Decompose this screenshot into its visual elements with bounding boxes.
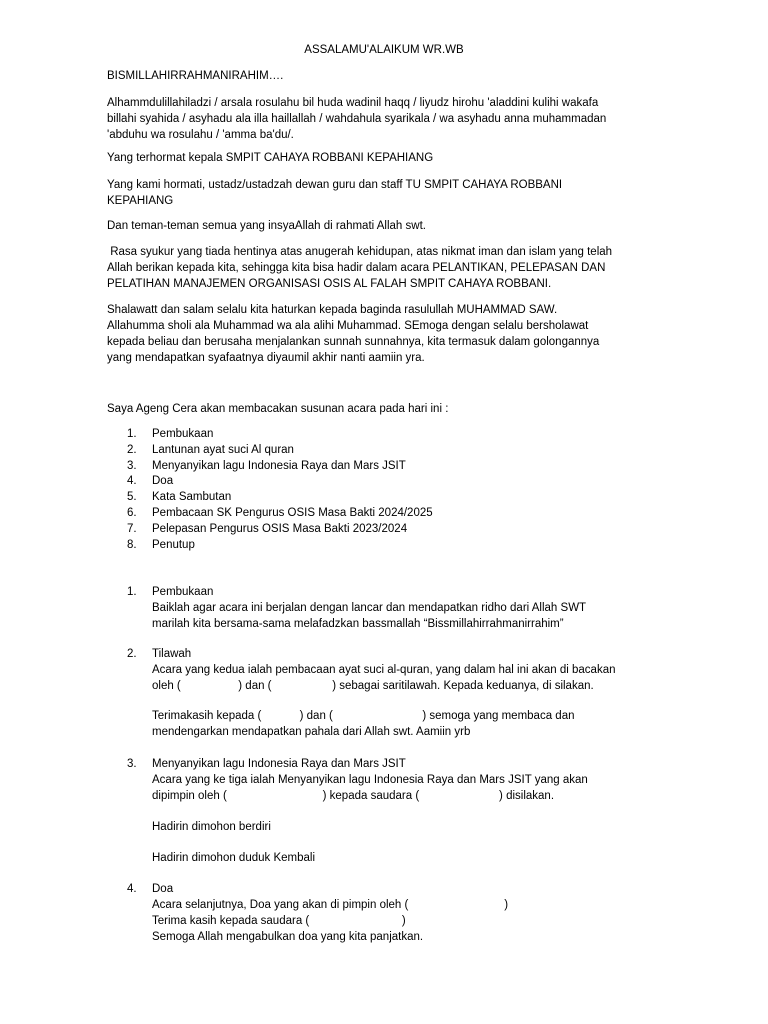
list-item <box>107 442 672 458</box>
paragraph-line: PELATIHAN MANAJEMEN ORGANISASI OSIS AL FALAH SMPIT CAHAYA ROBBANI. <box>107 278 552 290</box>
section-body <box>107 772 672 866</box>
list-number: 6. <box>127 506 137 519</box>
list-number: 7. <box>127 522 137 535</box>
section-line: Hadirin dimohon berdiri <box>152 821 271 833</box>
paragraph-line: Allah berikan kepada kita, sehingga kita bisa hadir dalam acara PELANTIKAN, PELEPASAN DAN <box>107 262 606 274</box>
list-text: Kata Sambutan <box>152 491 232 504</box>
list-text: Penutup <box>152 538 195 551</box>
section-number: 4. <box>127 883 137 895</box>
list-text: Pelepasan Pengurus OSIS Masa Bakti 2023/2024 <box>152 522 408 535</box>
paragraph-line: KEPAHIANG <box>107 195 174 207</box>
list-item <box>107 521 672 537</box>
blank-line <box>152 804 672 819</box>
paragraph-line: kepada beliau dan berusaha menjalankan sunnah sunnahnya, kita termasuk dalam golongannya <box>107 336 600 348</box>
list-text: Lantunan ayat suci Al quran <box>152 443 294 456</box>
list-text: Menyanyikan lagu Indonesia Raya dan Mars JSIT <box>152 459 406 472</box>
paragraph-line: Allahumma sholi ala Muhammad wa ala alihi Muhammad. SEmoga dengan selalu bersholawat <box>107 320 589 332</box>
paragraph-line: 'abduhu wa rosulahu / 'amma ba'du/. <box>107 129 294 141</box>
list-number: 8. <box>127 538 137 551</box>
document-title: ASSALAMU'ALAIKUM WR.WB <box>304 44 464 56</box>
section-line: Acara yang ke tiga ialah Menyanyikan lagu Indonesia Raya dan Mars JSIT yang akan <box>152 774 588 786</box>
agenda-list <box>107 426 672 552</box>
paragraph-line: yang mendapatkan syafaatnya diyaumil akhir nanti aamiin yra. <box>107 352 425 364</box>
section-line: marilah kita bersama-sama melafadzkan bassmallah “Bissmillahirrahmanirrahim” <box>152 618 564 630</box>
basmalah: BISMILLAHIRRAHMANIRAHIM…. <box>107 70 284 82</box>
paragraph-line: billahi syahida / asyhadu ala illa haillallah / wahdahula syarikala / wa asyhadu anna muhammadan <box>107 113 607 125</box>
section-heading <box>107 756 672 772</box>
section-body <box>107 600 672 632</box>
section-line: Baiklah agar acara ini berjalan dengan lancar dan mendapatkan ridho dari Allah SWT <box>152 602 587 614</box>
list-item <box>107 489 672 505</box>
section-pembukaan <box>107 584 672 632</box>
section-title: Menyanyikan lagu Indonesia Raya dan Mars JSIT <box>152 758 406 770</box>
list-item <box>107 505 672 521</box>
greeting-friends: Dan teman-teman semua yang insyaAllah di rahmati Allah swt. <box>107 220 426 232</box>
section-number: 2. <box>127 648 137 660</box>
section-line: mendengarkan mendapatkan pahala dari Allah swt. Aamiin yrb <box>152 726 471 738</box>
section-lagu <box>107 756 672 866</box>
paragraph-line: Yang kami hormati, ustadz/ustadzah dewan guru dan staff TU SMPIT CAHAYA ROBBANI <box>107 179 563 191</box>
list-number: 1. <box>127 428 137 440</box>
section-line: Terima kasih kepada saudara ( ) <box>152 915 406 927</box>
paragraph-line: Alhammdulillahiladzi / arsala rosulahu bil huda wadinil haqq / liyudz hirohu 'aladdini kulihi wakafa <box>107 97 599 109</box>
list-item <box>107 473 672 489</box>
section-title: Tilawah <box>152 648 192 660</box>
blank-line <box>152 835 672 850</box>
list-item <box>107 458 672 474</box>
list-number: 2. <box>127 443 137 456</box>
section-doa <box>107 881 672 945</box>
list-number: 3. <box>127 459 137 472</box>
paragraph-line: Shalawatt dan salam selalu kita haturkan kepada baginda rasulullah MUHAMMAD SAW. <box>107 304 558 316</box>
list-number: 5. <box>127 491 137 504</box>
section-body <box>107 897 672 945</box>
shalawat-paragraph <box>107 302 672 366</box>
section-heading <box>107 881 672 897</box>
greeting-teachers <box>107 177 672 209</box>
paragraph-line: Rasa syukur yang tiada hentinya atas anugerah kehidupan, atas nikmat iman dan islam yang telah <box>107 246 613 258</box>
section-body <box>107 662 672 740</box>
section-line: Hadirin dimohon duduk Kembali <box>152 852 316 864</box>
section-line: oleh ( ) dan ( ) sebagai saritilawah. Kepada keduanya, di silakan. <box>152 680 594 692</box>
section-line: Acara selanjutnya, Doa yang akan di pimpin oleh ( ) <box>152 899 509 911</box>
section-line: Semoga Allah mengabulkan doa yang kita panjatkan. <box>152 931 424 943</box>
section-number: 3. <box>127 758 137 770</box>
section-tilawah <box>107 646 672 740</box>
section-number: 1. <box>127 586 137 598</box>
list-text: Pembukaan <box>152 428 214 440</box>
blank-line <box>152 694 672 708</box>
section-title: Pembukaan <box>152 586 214 598</box>
opening-paragraph <box>107 95 672 143</box>
list-text: Pembacaan SK Pengurus OSIS Masa Bakti 2024/2025 <box>152 506 433 519</box>
agenda-intro: Saya Ageng Cera akan membacakan susunan acara pada hari ini : <box>107 403 449 415</box>
section-line: Terimakasih kepada ( ) dan ( ) semoga yang membaca dan <box>152 710 575 722</box>
section-line: dipimpin oleh ( ) kepada saudara ( ) disilakan. <box>152 790 555 802</box>
section-heading <box>107 584 672 600</box>
list-number: 4. <box>127 475 137 488</box>
list-item <box>107 537 672 553</box>
section-heading <box>107 646 672 662</box>
list-text: Doa <box>152 475 174 488</box>
section-title: Doa <box>152 883 174 895</box>
greeting-principal: Yang terhormat kepala SMPIT CAHAYA ROBBANI KEPAHIANG <box>107 152 434 164</box>
gratitude-paragraph <box>107 244 672 292</box>
list-item <box>107 426 672 442</box>
section-line: Acara yang kedua ialah pembacaan ayat suci al-quran, yang dalam hal ini akan di bacakan <box>152 664 616 676</box>
